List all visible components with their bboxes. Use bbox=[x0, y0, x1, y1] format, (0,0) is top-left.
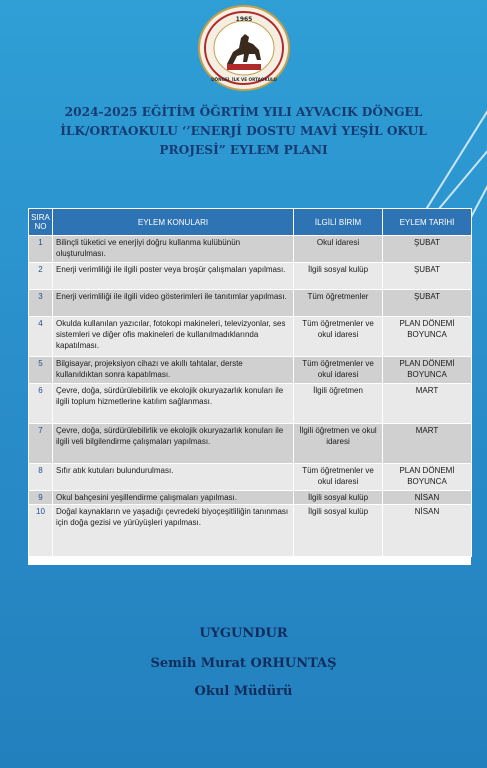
table-row bbox=[29, 424, 472, 464]
table-row bbox=[29, 505, 472, 557]
row-date: ŞUBAT bbox=[383, 290, 472, 317]
action-plan-table bbox=[28, 208, 472, 557]
title-line-3: PROJESİ” EYLEM PLANI bbox=[159, 143, 328, 157]
row-number: 8 bbox=[29, 464, 53, 491]
header-eylem-konulari: EYLEM KONULARI bbox=[53, 209, 294, 236]
row-unit: İlgili öğretmen bbox=[294, 384, 383, 424]
table-row bbox=[29, 236, 472, 263]
row-date: PLAN DÖNEMİ BOYUNCA bbox=[383, 357, 472, 384]
row-number: 2 bbox=[29, 263, 53, 290]
row-number: 5 bbox=[29, 357, 53, 384]
principal-role: Okul Müdürü bbox=[194, 684, 293, 699]
table-row bbox=[29, 317, 472, 357]
row-topic: Enerji verimliliği ile ilgili video gösterimleri ile tanıtımlar yapılması. bbox=[53, 290, 294, 317]
row-topic: Okul bahçesini yeşillendirme çalışmaları yapılması. bbox=[53, 491, 294, 505]
header-ilgili-birim: İLGİLİ BİRİM bbox=[294, 209, 383, 236]
row-number: 7 bbox=[29, 424, 53, 464]
row-number: 3 bbox=[29, 290, 53, 317]
row-topic: Sıfır atık kutuları bulundurulması. bbox=[53, 464, 294, 491]
header-sira-no: SIRA NO bbox=[29, 209, 53, 236]
row-topic: Çevre, doğa, sürdürülebilirlik ve ekolojik okuryazarlık konuları ile ilgili veli bilgilendirme çalışmaları yapılması. bbox=[53, 424, 294, 464]
row-date: ŞUBAT bbox=[383, 236, 472, 263]
page-title bbox=[20, 103, 467, 160]
row-date: PLAN DÖNEMİ BOYUNCA bbox=[383, 317, 472, 357]
row-topic: Bilinçli tüketici ve enerjiyi doğru kullanma kulübünün oluşturulması. bbox=[53, 236, 294, 263]
row-unit: Tüm öğretmenler ve okul idaresi bbox=[294, 357, 383, 384]
row-topic: Doğal kaynakların ve yaşadığı çevredeki biyoçeşitliliğin tanınması için doğa gezisi ve yürüyüşleri yapılması. bbox=[53, 505, 294, 557]
row-unit: İlgili sosyal kulüp bbox=[294, 505, 383, 557]
row-number: 1 bbox=[29, 236, 53, 263]
row-topic: Okulda kullanılan yazıcılar, fotokopi makineleri, televizyonlar, ses sistemleri ve diğer ofis makineleri de kullanılmadıklarında kapatılması. bbox=[53, 317, 294, 357]
row-unit: Tüm öğretmenler ve okul idaresi bbox=[294, 317, 383, 357]
logo-caption: DÖNGEL İLK VE ORTAOKULU bbox=[211, 77, 277, 82]
school-logo bbox=[197, 4, 291, 92]
principal-name: Semih Murat ORHUNTAŞ bbox=[150, 656, 337, 671]
title-line-1: 2024-2025 EĞİTİM ÖĞRTİM YILI AYVACIK DÖNGEL bbox=[64, 105, 423, 119]
row-number: 4 bbox=[29, 317, 53, 357]
row-topic: Bilgisayar, projeksiyon cihazı ve akıllı tahtalar, derste kullanıldıktan sonra kapatılması. bbox=[53, 357, 294, 384]
row-number: 6 bbox=[29, 384, 53, 424]
row-unit: Tüm öğretmenler ve okul idaresi bbox=[294, 464, 383, 491]
row-date: NİSAN bbox=[383, 491, 472, 505]
row-date: ŞUBAT bbox=[383, 263, 472, 290]
table-row bbox=[29, 464, 472, 491]
row-date: PLAN DÖNEMİ BOYUNCA bbox=[383, 464, 472, 491]
row-unit: İlgili öğretmen ve okul idaresi bbox=[294, 424, 383, 464]
row-date: MART bbox=[383, 384, 472, 424]
row-unit: Tüm öğretmenler bbox=[294, 290, 383, 317]
row-topic: Çevre, doğa, sürdürülebilirlik ve ekolojik okuryazarlık konuları ile ilgili toplum hizmetlerine katılım sağlanması. bbox=[53, 384, 294, 424]
logo-year: 1965 bbox=[235, 16, 253, 23]
row-number: 10 bbox=[29, 505, 53, 557]
table-row bbox=[29, 384, 472, 424]
action-plan-table-container bbox=[28, 208, 471, 565]
row-date: MART bbox=[383, 424, 472, 464]
row-unit: Okul idaresi bbox=[294, 236, 383, 263]
table-row bbox=[29, 491, 472, 505]
header-eylem-tarihi: EYLEM TARİHİ bbox=[383, 209, 472, 236]
table-row bbox=[29, 290, 472, 317]
row-date: NİSAN bbox=[383, 505, 472, 557]
title-line-2: İLK/ORTAOKULU ‘’ENERJİ DOSTU MAVİ YEŞİL OKUL bbox=[60, 124, 427, 138]
row-unit: İlgili sosyal kulüp bbox=[294, 491, 383, 505]
row-topic: Enerji verimliliği ile ilgili poster veya broşür çalışmaları yapılması. bbox=[53, 263, 294, 290]
table-row bbox=[29, 357, 472, 384]
approval-label: UYGUNDUR bbox=[199, 626, 288, 641]
row-unit: İlgili sosyal kulüp bbox=[294, 263, 383, 290]
row-number: 9 bbox=[29, 491, 53, 505]
table-row bbox=[29, 263, 472, 290]
